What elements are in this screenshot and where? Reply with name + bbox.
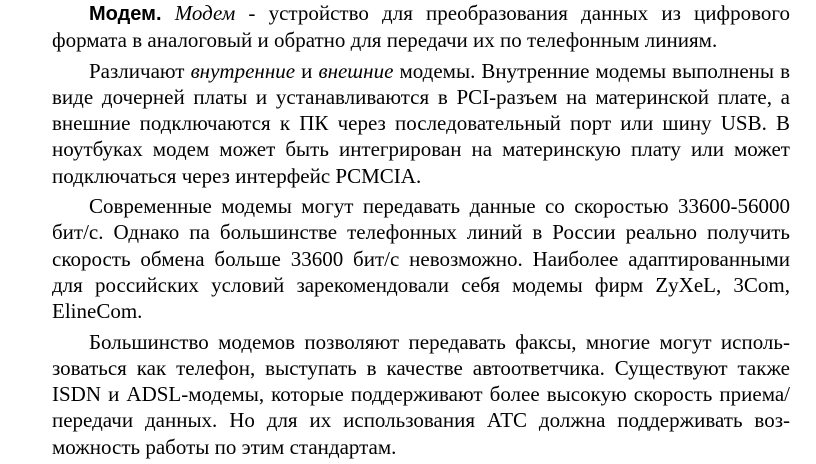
- definition-text: - устройство для преобразования данных из цифрового формата в аналоговый и обратно для передачи их по телефонным линиям.: [52, 1, 790, 53]
- term-heading: Модем.: [89, 3, 162, 25]
- term-italic: Модем: [174, 1, 236, 25]
- document-page: [52, 0, 790, 464]
- types-text-1: Различают: [89, 58, 191, 83]
- paragraph-modem-speed: Современные модемы могут передавать данные со скоростью 33600-56000 бит/с. Однако па большинстве телефонных линий в России реально получить скорость обмена больше 33600 бит/с невозможно. Наиболее адаптированными для российских условий зарекомендовали себя модемы фирм ZyXeL, 3Com, ElineCom.: [52, 194, 790, 324]
- types-external-italic: внешние: [318, 58, 394, 83]
- paragraph-modem-types: [52, 58, 790, 189]
- types-text-2: и: [295, 58, 319, 83]
- types-internal-italic: внутренние: [190, 58, 296, 83]
- paragraph-definition: [52, 0, 790, 54]
- types-text-3: модемы. Внутренние модемы выполнены в виде дочерней платы и устанавливаются в PCI-разъем на материнской плате, а внешние подключаются к ПК через последовательный порт или шину USB. В ноутбуках модем может быть интегрирован на материнскую плату или может подключаться через интерфейс PCMCIA.: [52, 58, 791, 188]
- paragraph-modem-features: Большинство модемов позволяют передавать факсы, многие могут использоваться как телефон, выступать в качестве автоответчика. Существуют также ISDN и ADSL-модемы, которые поддерживают более высокую скорость приема/передачи данных. Но для их использования АТС должна поддерживать возможность работы по этим стандартам.: [52, 329, 790, 459]
